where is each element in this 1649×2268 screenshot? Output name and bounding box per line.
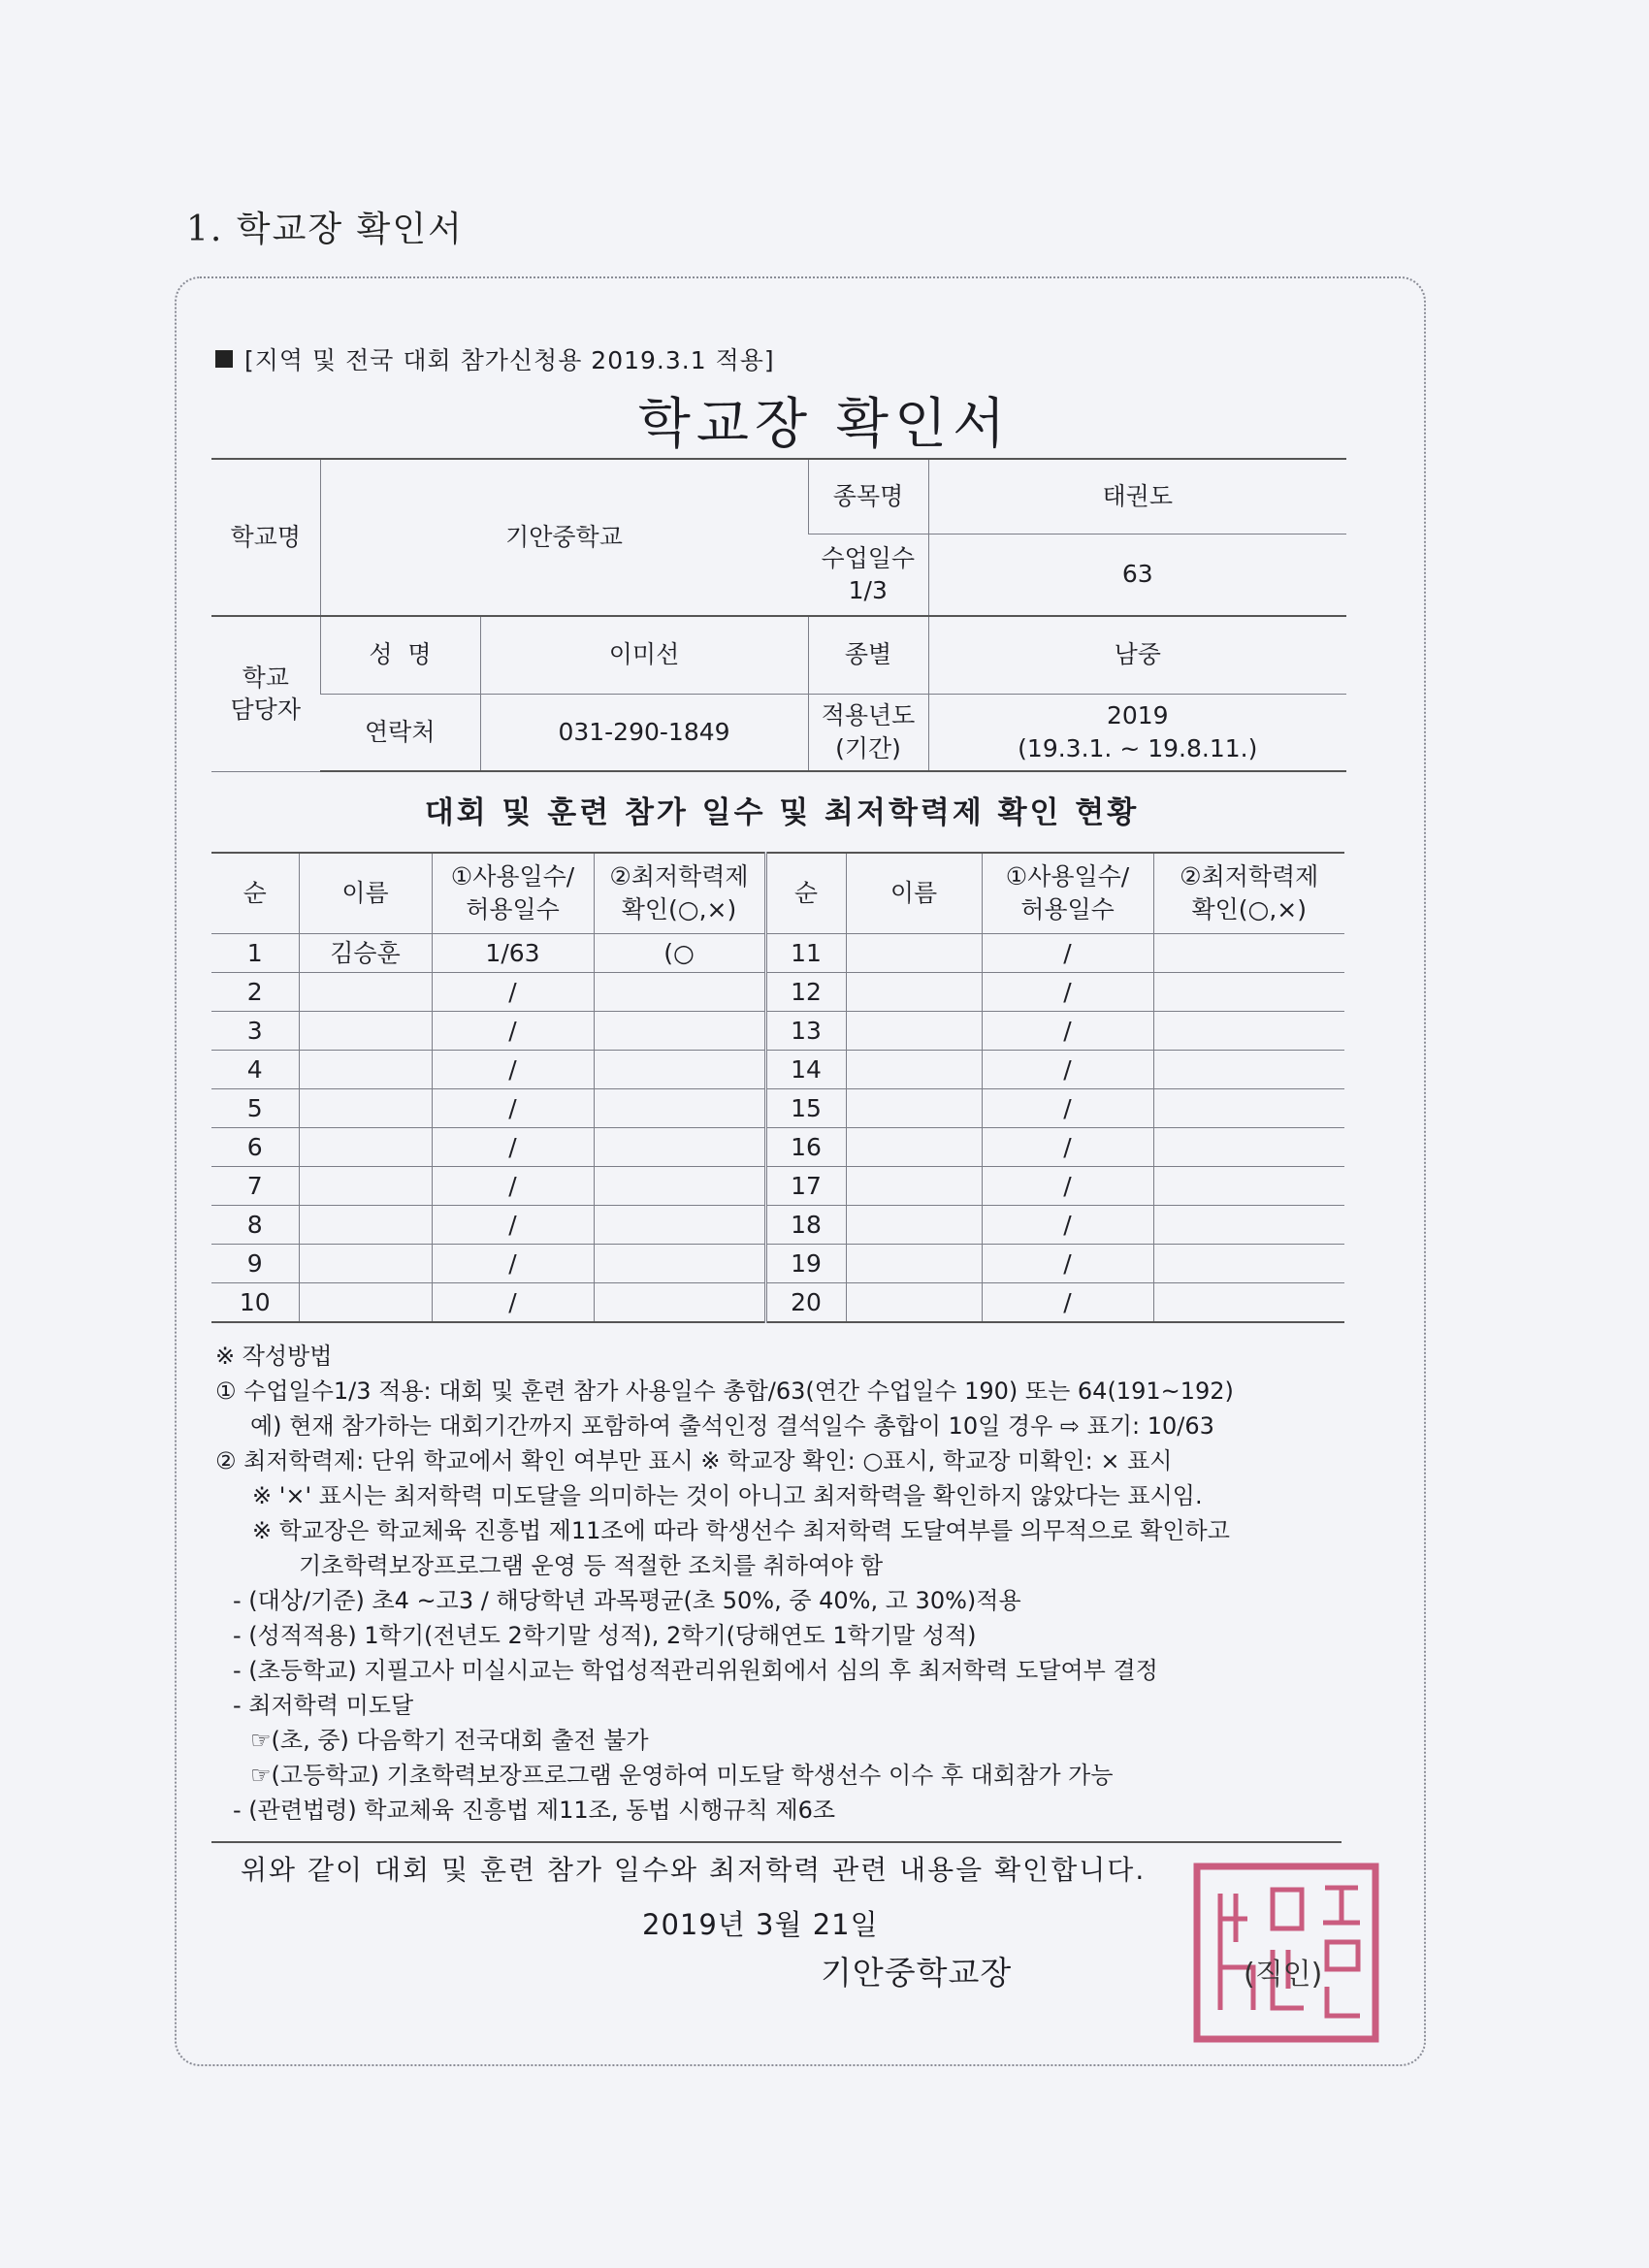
note-line: ☞(고등학교) 기초학력보장프로그램 운영하여 미도달 학생선수 이수 후 대회참가 가능 [250, 1762, 1114, 1789]
row-number: 8 [211, 1206, 299, 1245]
used-days: / [432, 1167, 594, 1206]
used-days: / [982, 1051, 1153, 1089]
student-name [299, 1206, 432, 1245]
participation-table [211, 852, 1344, 1323]
category-value: 남중 [928, 616, 1346, 694]
student-name [846, 1128, 982, 1167]
note-line: ① 수업일수1/3 적용: 대회 및 훈련 참가 사용일수 총합/63(연간 수업일수 190) 또는 64(191~192) [215, 1377, 1234, 1405]
student-name [846, 934, 982, 973]
min-check [1153, 934, 1344, 973]
used-days: / [432, 1012, 594, 1051]
year-label: 적용년도 (기간) [808, 694, 928, 771]
row-number: 4 [211, 1051, 299, 1089]
min-check [594, 1283, 765, 1323]
student-name [846, 1245, 982, 1283]
used-days: / [982, 973, 1153, 1012]
used-days: / [982, 1206, 1153, 1245]
usage-tag-text: [지역 및 전국 대회 참가신청용 2019.3.1 적용] [244, 346, 775, 374]
student-name: 김승훈 [299, 934, 432, 973]
used-days: / [982, 934, 1153, 973]
min-check: (○ [594, 934, 765, 973]
table-row [211, 1167, 1344, 1206]
student-name [846, 1206, 982, 1245]
sport-label: 종목명 [808, 459, 928, 534]
used-days: / [982, 1283, 1153, 1323]
header-name-2: 이름 [846, 853, 982, 934]
min-check [1153, 1012, 1344, 1051]
used-days: / [982, 1089, 1153, 1128]
note-line: - (관련법령) 학교체육 진흥법 제11조, 동법 시행규칙 제6조 [233, 1797, 836, 1824]
year-value: 2019 (19.3.1. ~ 19.8.11.) [928, 694, 1346, 771]
used-days: / [432, 1206, 594, 1245]
school-name-value: 기안중학교 [320, 459, 808, 616]
note-line: ※ '×' 표시는 최저학력 미도달을 의미하는 것이 아니고 최저학력을 확인하지 않았다는 표시임. [252, 1482, 1203, 1509]
row-number: 1 [211, 934, 299, 973]
row-number: 11 [765, 934, 846, 973]
section-heading: 1. 학교장 확인서 [186, 210, 464, 249]
used-days: 1/63 [432, 934, 594, 973]
student-name [299, 1012, 432, 1051]
header-no: 순 [211, 853, 299, 934]
table-row [211, 1051, 1344, 1089]
note-line: ※ 학교장은 학교체육 진흥법 제11조에 따라 학생선수 최저학력 도달여부를 의무적으로 확인하고 [252, 1517, 1230, 1544]
min-check [1153, 973, 1344, 1012]
row-number: 14 [765, 1051, 846, 1089]
row-number: 5 [211, 1089, 299, 1128]
class-days-label: 수업일수 1/3 [808, 534, 928, 616]
student-name [846, 1012, 982, 1051]
divider [211, 1841, 1342, 1843]
row-number: 7 [211, 1167, 299, 1206]
staff-name-value: 이미선 [480, 616, 808, 694]
staff-name-label: 성 명 [320, 616, 480, 694]
used-days: / [432, 1051, 594, 1089]
header-no-2: 순 [765, 853, 846, 934]
student-name [299, 1089, 432, 1128]
min-check [1153, 1089, 1344, 1128]
class-days-value: 63 [928, 534, 1346, 616]
note-heading: ※ 작성방법 [215, 1343, 333, 1370]
min-check [1153, 1051, 1344, 1089]
row-number: 13 [765, 1012, 846, 1051]
student-name [846, 973, 982, 1012]
student-name [299, 1051, 432, 1089]
header-min: ②최저학력제 확인(○,×) [594, 853, 765, 934]
contact-value: 031-290-1849 [480, 694, 808, 771]
row-number: 17 [765, 1167, 846, 1206]
status-title: 대회 및 훈련 참가 일수 및 최저학력제 확인 현황 [424, 795, 1140, 830]
row-number: 6 [211, 1128, 299, 1167]
category-label: 종별 [808, 616, 928, 694]
row-number: 16 [765, 1128, 846, 1167]
min-check [1153, 1167, 1344, 1206]
contact-label: 연락처 [320, 694, 480, 771]
table-row [211, 973, 1344, 1012]
min-check [1153, 1206, 1344, 1245]
confirmation-statement: 위와 같이 대회 및 훈련 참가 일수와 최저학력 관련 내용을 확인합니다. [241, 1854, 1147, 1886]
table-row [211, 1206, 1344, 1245]
sport-value: 태권도 [928, 459, 1346, 534]
row-number: 19 [765, 1245, 846, 1283]
table-row [211, 1012, 1344, 1051]
header-min-2: ②최저학력제 확인(○,×) [1153, 853, 1344, 934]
school-name-label: 학교명 [211, 459, 320, 616]
min-check [594, 1051, 765, 1089]
row-number: 9 [211, 1245, 299, 1283]
used-days: / [432, 973, 594, 1012]
row-number: 15 [765, 1089, 846, 1128]
table-row [211, 1128, 1344, 1167]
min-check [594, 1089, 765, 1128]
student-name [299, 1245, 432, 1283]
student-name [299, 1283, 432, 1323]
note-line: - 최저학력 미도달 [233, 1692, 414, 1719]
row-number: 3 [211, 1012, 299, 1051]
min-check [594, 1206, 765, 1245]
student-name [299, 1128, 432, 1167]
row-number: 20 [765, 1283, 846, 1323]
student-name [846, 1283, 982, 1323]
used-days: / [432, 1089, 594, 1128]
header-days: ①사용일수/ 허용일수 [432, 853, 594, 934]
used-days: / [432, 1128, 594, 1167]
note-line: - (성적적용) 1학기(전년도 2학기말 성적), 2학기(당해연도 1학기말 성적) [233, 1622, 977, 1649]
table-row [211, 1283, 1344, 1323]
instructions [215, 1339, 1360, 1828]
issue-date: 2019년 3월 21일 [642, 1908, 879, 1941]
table-row [211, 1245, 1344, 1283]
used-days: / [982, 1245, 1153, 1283]
table-row [211, 1089, 1344, 1128]
min-check [594, 1167, 765, 1206]
header-name: 이름 [299, 853, 432, 934]
row-number: 12 [765, 973, 846, 1012]
min-check [1153, 1245, 1344, 1283]
min-check [594, 973, 765, 1012]
student-name [846, 1167, 982, 1206]
student-name [846, 1051, 982, 1089]
student-name [846, 1089, 982, 1128]
note-line: 예) 현재 참가하는 대회기간까지 포함하여 출석인정 결석일수 총합이 10일 경우 ⇨ 표기: 10/63 [250, 1412, 1214, 1440]
used-days: / [982, 1167, 1153, 1206]
staff-label: 학교 담당자 [211, 616, 320, 771]
used-days: / [432, 1245, 594, 1283]
document-title: 학교장 확인서 [637, 393, 1012, 456]
note-line: 기초학력보장프로그램 운영 등 적절한 조치를 취하여야 함 [299, 1552, 884, 1579]
note-line: - (초등학교) 지필고사 미실시교는 학업성적관리위원회에서 심의 후 최저학력 도달여부 결정 [233, 1657, 1158, 1684]
min-check [594, 1128, 765, 1167]
seal-note: (직인) [1244, 1958, 1323, 1992]
note-line: - (대상/기준) 초4 ~고3 / 해당학년 과목평균(초 50%, 중 40%, 고 30%)적용 [233, 1587, 1021, 1614]
note-line: ☞(초, 중) 다음학기 전국대회 출전 불가 [250, 1727, 649, 1754]
used-days: / [432, 1283, 594, 1323]
student-name [299, 973, 432, 1012]
note-line: ② 최저학력제: 단위 학교에서 확인 여부만 표시 ※ 학교장 확인: ○표시, 학교장 미확인: × 표시 [215, 1447, 1173, 1474]
school-info-table [211, 458, 1346, 772]
table-row [211, 934, 1344, 973]
used-days: / [982, 1012, 1153, 1051]
square-bullet-icon [215, 350, 233, 368]
row-number: 18 [765, 1206, 846, 1245]
student-name [299, 1167, 432, 1206]
min-check [1153, 1128, 1344, 1167]
principal-title: 기안중학교장 [821, 1954, 1013, 1992]
min-check [594, 1012, 765, 1051]
min-check [1153, 1283, 1344, 1323]
usage-tag [215, 341, 775, 376]
used-days: / [982, 1128, 1153, 1167]
row-number: 10 [211, 1283, 299, 1323]
min-check [594, 1245, 765, 1283]
header-days-2: ①사용일수/ 허용일수 [982, 853, 1153, 934]
row-number: 2 [211, 973, 299, 1012]
